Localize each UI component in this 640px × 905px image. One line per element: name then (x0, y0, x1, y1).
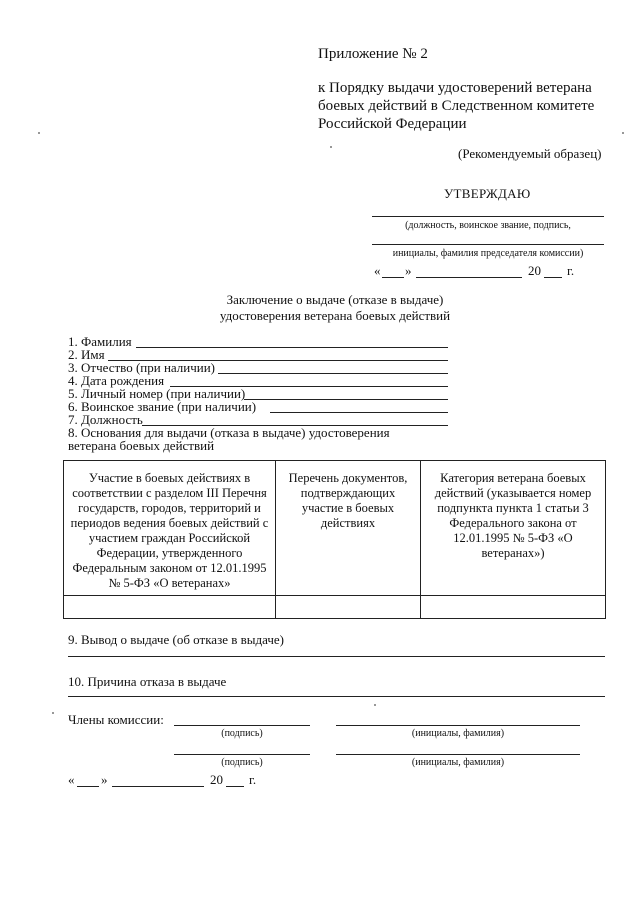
field-grounds-label-2: ветерана боевых действий (68, 438, 215, 453)
table-cell-participation (64, 596, 276, 619)
order-reference-line-1: к Порядку выдачи удостоверений ветерана (318, 80, 592, 96)
section-9-label: 9. Вывод о выдаче (об отказе в выдаче) (68, 632, 284, 647)
section-10-line (68, 696, 605, 697)
member-2-signature-caption: (подпись) (221, 757, 263, 768)
approval-signature-line (372, 216, 604, 217)
section-10-label: 10. Причина отказа в выдаче (68, 674, 227, 689)
table-row (64, 596, 606, 619)
veteran-status-table (63, 460, 606, 619)
scan-speck (38, 132, 40, 134)
table-header-participation: Участие в боевых действиях в соответствии с разделом III Перечня государств, городов, территорий и периодов ведения боевых действий с участием граждан Российской Федерации, утвержденного Федеральным законом от 12.01.1995 № 5-ФЗ «О ветеранах» (64, 461, 276, 596)
field-patronymic-label: 3. Отчество (при наличии) (68, 360, 216, 375)
field-personal-number-line (244, 399, 448, 400)
order-reference-line-2: боевых действий в Следственном комитете (318, 98, 595, 114)
member-2-initials-line (336, 754, 580, 755)
approval-caption-2: инициалы, фамилия председателя комиссии) (392, 248, 584, 259)
scan-speck (374, 704, 376, 706)
field-military-rank-line (270, 412, 448, 413)
scan-speck (622, 132, 624, 134)
field-surname-line (136, 347, 448, 348)
scan-speck (52, 712, 54, 714)
member-1-initials-line (336, 725, 580, 726)
member-1-signature-caption: (подпись) (221, 728, 263, 739)
field-personal-number-label: 5. Личный номер (при наличии) (68, 386, 246, 401)
field-position-label: 7. Должность (68, 412, 143, 427)
recommended-sample-note: (Рекомендуемый образец) (458, 146, 602, 161)
table-cell-documents (276, 596, 421, 619)
approval-title: УТВЕРЖДАЮ (444, 186, 531, 201)
appendix-number: Приложение № 2 (318, 46, 428, 62)
field-name-label: 2. Имя (68, 347, 105, 362)
table-header-documents: Перечень документов, подтверждающих участие в боевых действиях (276, 461, 421, 596)
member-1-initials-caption: (инициалы, фамилия) (411, 728, 505, 739)
scan-speck (330, 146, 332, 148)
table-header-row (64, 461, 606, 596)
approval-name-line (372, 244, 604, 245)
order-reference-line-3: Российской Федерации (318, 116, 467, 132)
field-grounds-label-1: 8. Основания для выдачи (отказа в выдаче) удостоверения (68, 425, 390, 440)
field-surname-label: 1. Фамилия (68, 334, 132, 349)
document-title-line-2: удостоверения ветерана боевых действий (219, 308, 451, 323)
field-birthdate-label: 4. Дата рождения (68, 373, 165, 388)
commission-label: Члены комиссии: (68, 712, 164, 727)
table-cell-category (421, 596, 606, 619)
table-header-category: Категория ветерана боевых действий (указывается номер подпункта пункта 1 статьи 3 Федерального закона от 12.01.1995 № 5-ФЗ «О ветеранах») (421, 461, 606, 596)
section-9-line (68, 656, 605, 657)
member-1-signature-line (174, 725, 310, 726)
member-2-initials-caption: (инициалы, фамилия) (411, 757, 505, 768)
document-page: Приложение № 2 к Порядку выдачи удостоверений ветерана боевых действий в Следственном комитете Российской Федерации (Рекомендуемый образец) УТВЕРЖДАЮ (должность, воинское звание, подпись, инициалы, фамилия председателя комиссии) « » 20 г. Заключение о выдаче (отказе в выдаче) удостоверения ветерана боевых действий 1. Фамилия 2. Имя 3. Отчество (при наличии) 4. Дата рождения 5. Личный номер (при наличии) 6. Воинское звание (при наличии) 7. Должность 8. Основания для выдачи (отказа в выдаче) удостоверения ветерана боевых действий Участие в боевых действиях в соответствии с разделом III Перечня государств, городов, территорий и периодов ведения боевых действий с участием граждан Российской Федерации, утвержденного Федеральным законом от 12.01.1995 № 5-ФЗ «О ветеранах» Перечень документов, подтверждающих участие в боевых действиях Категория ветерана боевых действий (указывается номер подпункта пункта 1 статьи 3 Федерального закона от 12.01.1995 № 5-ФЗ «О ветеранах») 9. Вывод о выдаче (об отказе в выдаче) 10. Причина отказа в выдаче Члены комиссии: (подпись) (инициалы, фамилия) (подпись) (инициалы, фамилия) « » 20 г. (0, 0, 640, 905)
field-military-rank-label: 6. Воинское звание (при наличии) (68, 399, 257, 414)
approval-caption-1: (должность, воинское звание, подпись, (405, 220, 571, 231)
field-patronymic-line (218, 373, 448, 374)
document-title-line-1: Заключение о выдаче (отказе в выдаче) (226, 292, 444, 307)
member-2-signature-line (174, 754, 310, 755)
